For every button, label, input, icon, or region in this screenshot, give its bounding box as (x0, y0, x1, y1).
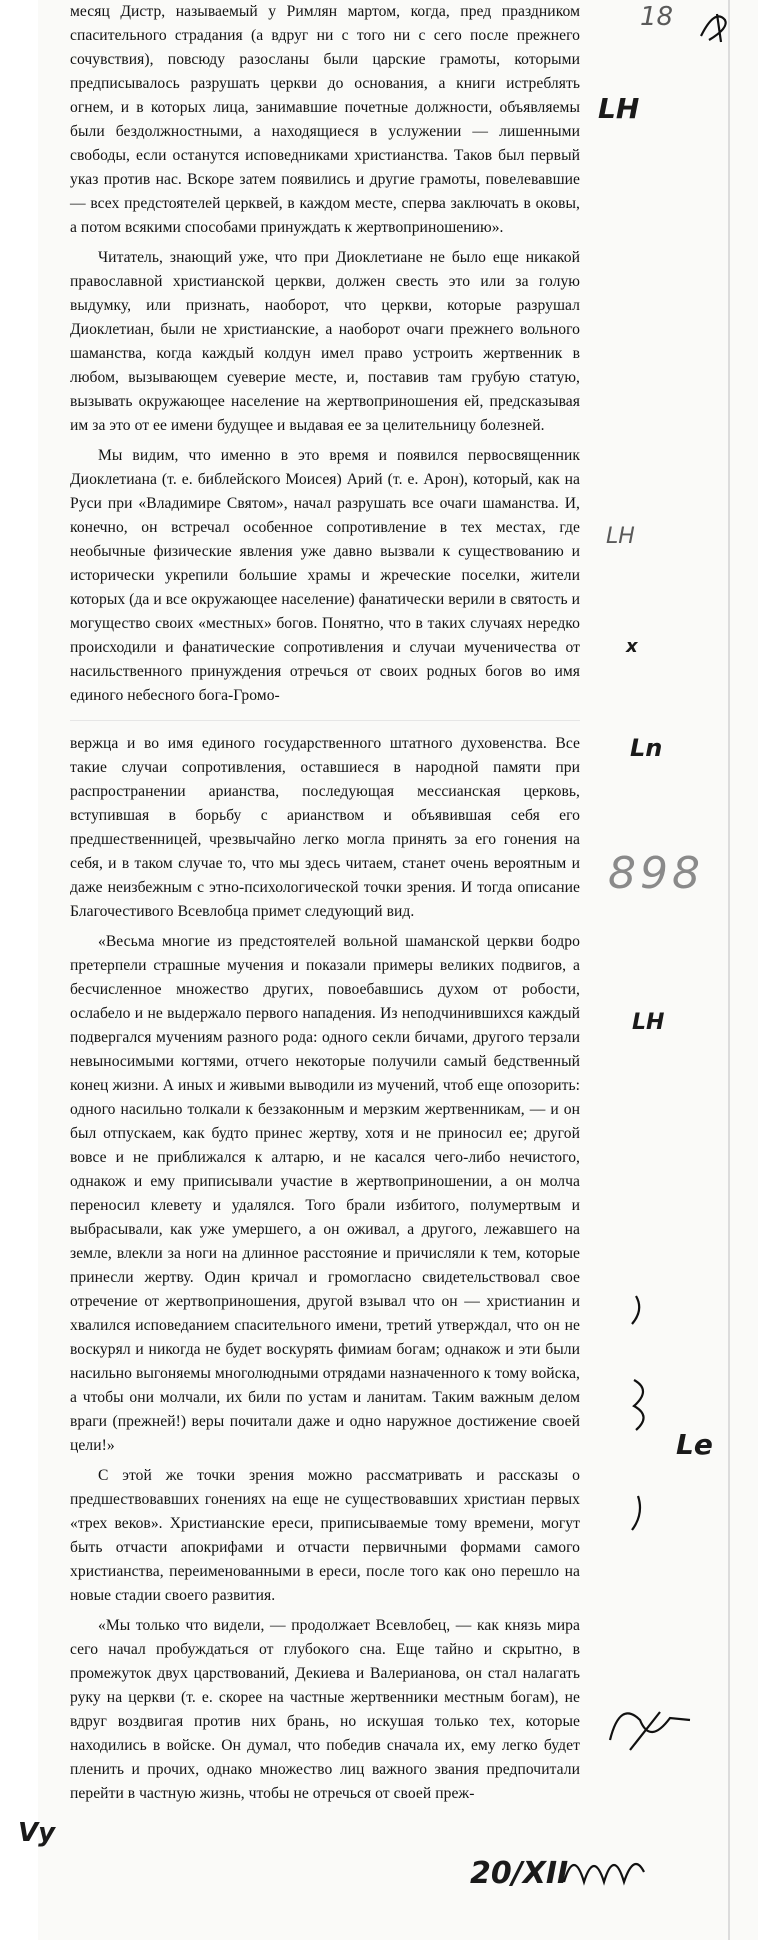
paragraph: вержца и во имя единого государственного штатного духовенства. Все такие случаи сопротивления, оставшиеся в народной памяти при распространении арианства, последующая мессианская церковь, вступившая в борьбу с арианством и объявившая себя его предшественницей, чрезвычайно легко могла принять за его гонения на себя, и в таком случае то, что мы здесь читаем, станет очень вероятным и даже неизбежным с этно-психологической точки зрения. И тогда описание Благочестивого Всевлобца примет следующий вид. (70, 735, 580, 920)
page-fold-edge (728, 0, 730, 1940)
margin-page-number: 18 (640, 2, 674, 32)
paragraph: месяц Дистр, называемый у Римлян мартом, когда, пред праздником спасительного страдания (а вдруг ни с того ни с сего после прежнего сочувствия), повсюду разосланы были царские грамоты, которыми предписывалось разрушать церкви до основания, а книги истреблять огнем, и в которых лица, занимавшие почетные должности, объявляемы были бездолжностными, а находящиеся в услужении — лишенными свободы, если останутся исповедниками христианства. Таков был первый указ против нас. Вскоре затем появились и другие грамоты, повелевавшие — всех предстоятелей церквей, в каждом месте, сперва заключать в оковы, а потом всякими способами принуждать к жертвоприношению». (70, 3, 580, 236)
margin-scribble-icon (695, 6, 735, 46)
paragraph: С этой же точки зрения можно рассматривать и рассказы о предшествовавших гонениях на еще не существовавших христиан первых «трех веков». Христианские ереси, приписываемые тому времени, могут быть отчасти апокрифами и отчасти первичными формами самого христианства, переименованными в ереси, после того как оно перешло на новые стадии своего развития. (70, 1467, 580, 1604)
margin-note: Le (676, 1428, 713, 1461)
margin-note: Ln (630, 734, 663, 762)
text-block-lower (70, 732, 580, 1806)
margin-initials: Vy (18, 1818, 56, 1848)
handwritten-signature-date: 20/XII (470, 1856, 569, 1891)
paragraph: «Мы только что видели, — продолжает Всевлобец, — как князь мира сего начал пробуждаться от глубокого сна. Еще тайно и скрытно, в промежуток двух царствований, Декиева и Валерианова, он стал налагать руку на церкви (т. е. скорее на частные жертвенники местным богам), не вдруг воздвигая против них брань, но искушая только тех, которые находились в войске. Он думал, что победив сначала их, ему легко будет пленить и прочих, однако множество лиц важного звания предпочитали перейти в частную жизнь, чтобы не отречься от своей преж- (70, 1617, 580, 1802)
text-block-upper (70, 0, 580, 708)
signature-icon (560, 1842, 650, 1902)
margin-note: LH (598, 92, 640, 125)
paragraph: «Весьма многие из предстоятелей вольной шаманской церкви бодро претерпели страшные мучения и показали примеры великих подвигов, а бесчисленное множество других, повоебавшись духом от робости, ослабело и не выдержало первого нападения. Из неподчинившихся каждый подвергался мучениям разного рода: одного секли бичами, другого терзали невыносимыми когтями, отчего некоторые получили самый бедственный конец жизни. А иных и живыми выводили из мучений, чтоб еще опозорить: одного насильно толкали к беззаконным и мерзким жертвенникам, — и он был отпускаем, как будто принес жертву, хотя и не приносил ее; другой вовсе и не приближался к алтарю, и не касался чего-либо нечистого, однакож и ему приписывали участие в жертвоприношении, а он молча переносил клевету и удалялся. Того брали избитого, полумертвым и выбрасывали, как уже умершего, а он оживал, а другого, лежавшего на земле, влекли за ноги на длинное расстояние и причисляли к тем, которые принесли жертву. Один кричал и громогласно свидетельствовал свое отречение от жертвоприношения, другой взывал что он — христианин и хвалился исповеданием спасительного имени, третий утверждал, что он не воскурял и никогда не будет воскурять фимиам богам; однакож и эти были насильно выгоняемы многолюдными отрядами назначенного к тому войска, а чтобы они молчали, их били по устам и ланитам. Таким важным делом враги (прежней!) веры почитали даже и одно наружное достижение своей цели!» (70, 933, 580, 1454)
margin-note: LH (632, 1010, 665, 1035)
paragraph: Мы видим, что именно в это время и появился первосвященник Диоклетиана (т. е. библейского Моисея) Арий (т. е. Арон), который, как на Руси при «Владимире Святом», начал разрушать все очаги шаманства. И, конечно, он встречал особенное сопротивление в тех местах, где необычные физические явления уже давно вызвали к существованию и исторически укрепили большие храмы и жреческие поселки, жители которых (да и все окружающее население) фанатически верили в святость и могущество своих «местных» богов. Понятно, что в таких случаях нередко происходили и фанатические сопротивления и случаи мученичества от насильственного принуждения отречься от своих родных богов во имя единого небесного бога-Громо- (70, 447, 580, 704)
margin-note: LH (606, 524, 635, 549)
page-splice-line (70, 720, 580, 721)
margin-bracket-icon (600, 1690, 710, 1760)
margin-marks-icon (624, 1290, 664, 1590)
paragraph: Читатель, знающий уже, что при Диоклетиане не было еще никакой православной христианской церкви, должен свесть это или за голую выдумку, или признать, наоборот, что церкви, которые разрушал Диоклетиан, были не христианские, а наоборот очаги прежнего вольного шаманства, когда каждый колдун имел право устроить жертвенник в любом, вызывающем суеверие месте, и, поставив там грубую статую, вызывать окружающее население на жертвоприношения ей, предсказывая им за это от ее имени будущее и выдавая ее за целительницу болезней. (70, 249, 580, 434)
margin-note: x (626, 636, 638, 657)
margin-stamp-number: 898 (608, 848, 704, 899)
